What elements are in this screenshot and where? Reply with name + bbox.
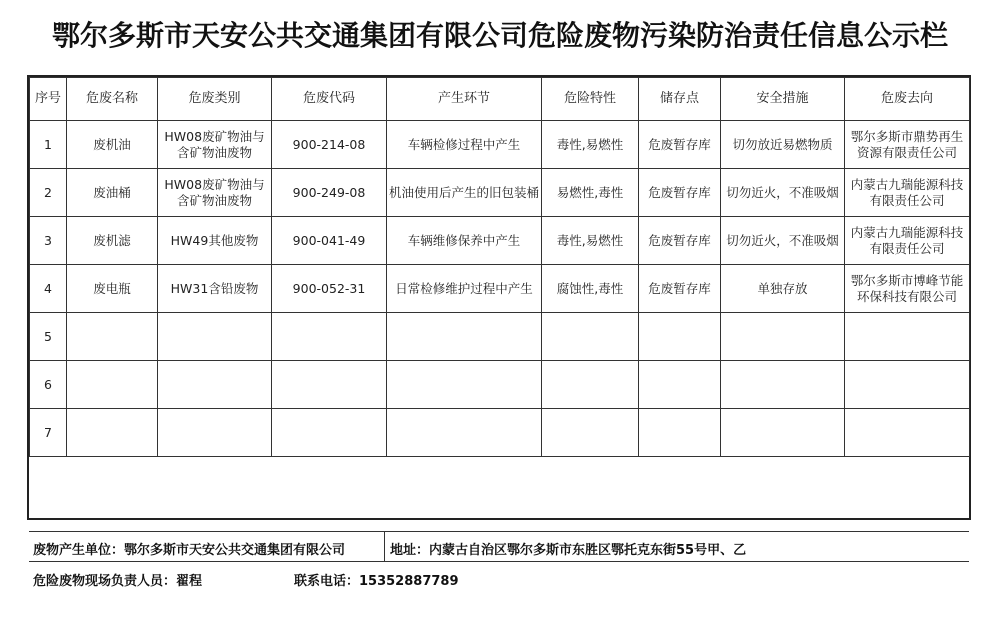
- waste-table: [29, 77, 970, 457]
- cell-empty: [542, 361, 639, 409]
- table-row-empty: [30, 313, 970, 361]
- cell-safety: 切勿放近易燃物质: [721, 121, 845, 169]
- cell-empty: [845, 313, 970, 361]
- footer-divider: [384, 532, 385, 562]
- cell-empty: [542, 409, 639, 457]
- cell-empty: [721, 361, 845, 409]
- cell-empty: [639, 313, 721, 361]
- cell-destination: 内蒙古九瑞能源科技有限责任公司: [845, 169, 970, 217]
- header-category: 危废类别: [158, 78, 272, 121]
- cell-empty: [639, 409, 721, 457]
- cell-empty: [272, 313, 387, 361]
- cell-storage: 危废暂存库: [639, 169, 721, 217]
- cell-code: 900-041-49: [272, 217, 387, 265]
- cell-stage: 车辆检修过程中产生: [387, 121, 542, 169]
- cell-category: HW08废矿物油与含矿物油废物: [158, 121, 272, 169]
- cell-safety: 单独存放: [721, 265, 845, 313]
- producer-address: 地址：内蒙古自治区鄂尔多斯市东胜区鄂托克东街55号甲、乙: [390, 543, 747, 558]
- producer-address-row: [29, 531, 969, 561]
- table-row-empty: [30, 409, 970, 457]
- cell-code: 900-249-08: [272, 169, 387, 217]
- cell-code: 900-052-31: [272, 265, 387, 313]
- cell-empty: [639, 361, 721, 409]
- header-storage: 储存点: [639, 78, 721, 121]
- cell-destination: 内蒙古九瑞能源科技有限责任公司: [845, 217, 970, 265]
- cell-hazard: 腐蚀性,毒性: [542, 265, 639, 313]
- cell-empty: [67, 409, 158, 457]
- table-row: [30, 169, 970, 217]
- cell-empty: [387, 313, 542, 361]
- cell-destination: 鄂尔多斯市博峰节能环保科技有限公司: [845, 265, 970, 313]
- cell-empty: [721, 313, 845, 361]
- cell-empty: [845, 409, 970, 457]
- cell-category: HW31含铅废物: [158, 265, 272, 313]
- cell-storage: 危废暂存库: [639, 265, 721, 313]
- cell-index: 7: [30, 409, 67, 457]
- cell-index: 1: [30, 121, 67, 169]
- cell-empty: [67, 313, 158, 361]
- cell-code: 900-214-08: [272, 121, 387, 169]
- cell-empty: [158, 409, 272, 457]
- table-row: [30, 121, 970, 169]
- cell-stage: 日常检修维护过程中产生: [387, 265, 542, 313]
- cell-empty: [387, 361, 542, 409]
- cell-empty: [845, 361, 970, 409]
- cell-safety: 切勿近火，不准吸烟: [721, 169, 845, 217]
- header-safety: 安全措施: [721, 78, 845, 121]
- cell-category: HW08废矿物油与含矿物油废物: [158, 169, 272, 217]
- header-name: 危废名称: [67, 78, 158, 121]
- cell-stage: 车辆维修保养中产生: [387, 217, 542, 265]
- cell-index: 2: [30, 169, 67, 217]
- cell-empty: [542, 313, 639, 361]
- table-row: [30, 265, 970, 313]
- page-title: 鄂尔多斯市天安公共交通集团有限公司危险废物污染防治责任信息公示栏: [51, 19, 948, 52]
- cell-destination: 鄂尔多斯市鼎势再生资源有限责任公司: [845, 121, 970, 169]
- table-row: [30, 217, 970, 265]
- cell-storage: 危废暂存库: [639, 121, 721, 169]
- header-hazard: 危险特性: [542, 78, 639, 121]
- cell-hazard: 毒性,易燃性: [542, 121, 639, 169]
- header-destination: 危废去向: [845, 78, 970, 121]
- cell-stage: 机油使用后产生的旧包装桶: [387, 169, 542, 217]
- cell-index: 4: [30, 265, 67, 313]
- cell-empty: [67, 361, 158, 409]
- table-row-empty: [30, 361, 970, 409]
- header-stage: 产生环节: [387, 78, 542, 121]
- cell-index: 6: [30, 361, 67, 409]
- info-board: [27, 75, 971, 589]
- producer-unit: 废物产生单位：鄂尔多斯市天安公共交通集团有限公司: [33, 543, 346, 558]
- cell-name: 废油桶: [67, 169, 158, 217]
- contact-row: [29, 561, 969, 594]
- cell-storage: 危废暂存库: [639, 217, 721, 265]
- header-index: 序号: [30, 78, 67, 121]
- cell-category: HW49其他废物: [158, 217, 272, 265]
- cell-index: 3: [30, 217, 67, 265]
- table-header-row: [30, 78, 970, 121]
- cell-name: 废电瓶: [67, 265, 158, 313]
- cell-name: 废机滤: [67, 217, 158, 265]
- cell-empty: [721, 409, 845, 457]
- contact-phone: 联系电话：15352887789: [294, 574, 459, 589]
- cell-hazard: 毒性,易燃性: [542, 217, 639, 265]
- cell-hazard: 易燃性,毒性: [542, 169, 639, 217]
- cell-empty: [158, 361, 272, 409]
- cell-index: 5: [30, 313, 67, 361]
- header-code: 危废代码: [272, 78, 387, 121]
- cell-empty: [272, 409, 387, 457]
- cell-empty: [158, 313, 272, 361]
- cell-name: 废机油: [67, 121, 158, 169]
- cell-empty: [272, 361, 387, 409]
- cell-safety: 切勿近火，不准吸烟: [721, 217, 845, 265]
- responsible-person: 危险废物现场负责人员：翟程: [33, 574, 203, 589]
- cell-empty: [387, 409, 542, 457]
